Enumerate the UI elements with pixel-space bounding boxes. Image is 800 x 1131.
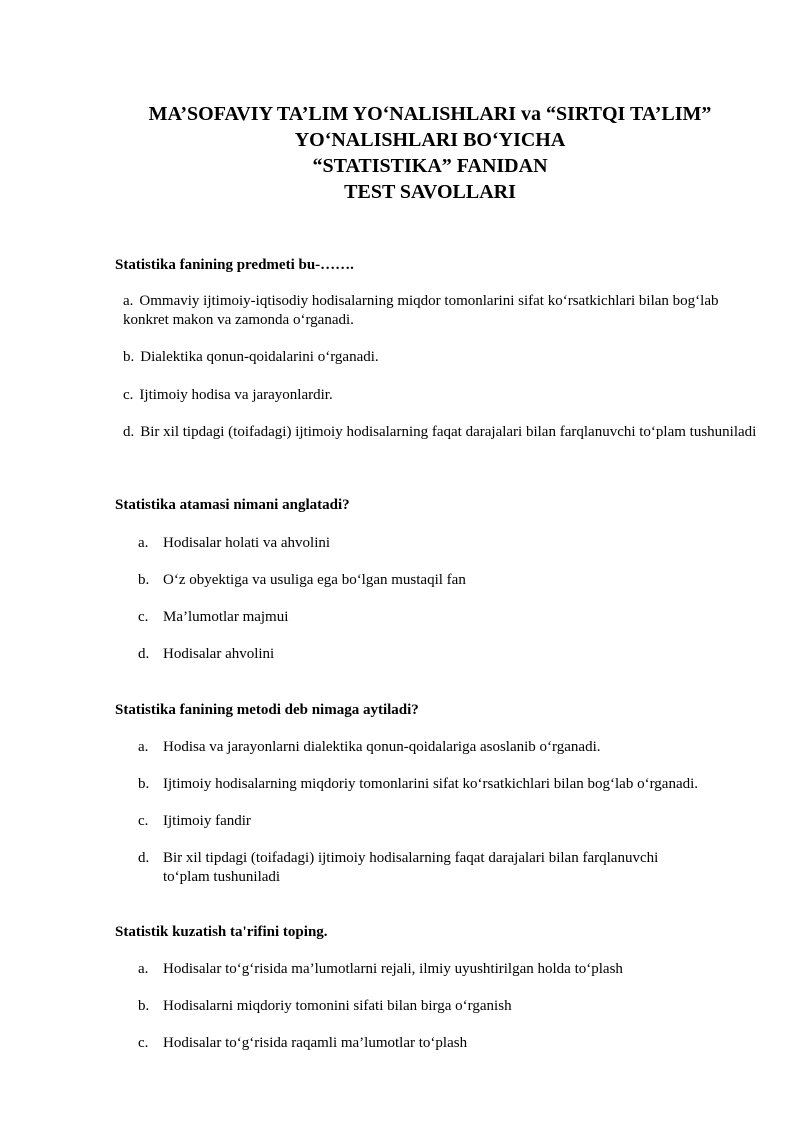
option-text: Ma’lumotlar majmui xyxy=(163,609,289,625)
option-text: Dialektika qonun-qoidalarini o‘rganadi. xyxy=(140,349,379,365)
option-text: Hodisalar holati va ahvolini xyxy=(163,535,331,551)
option-letter: a. xyxy=(138,739,149,755)
option-letter: c. xyxy=(138,1035,149,1051)
option-text: Hodisalar ahvolini xyxy=(163,646,275,662)
option-letter: b. xyxy=(123,349,135,365)
question-2-option-c xyxy=(138,608,768,627)
question-1-option-a xyxy=(123,292,763,330)
question-3-option-b xyxy=(138,775,768,794)
option-text: Ijtimoiy hodisalarning miqdoriy tomonlarini sifat ko‘rsatkichlari bilan bog‘lab o‘rganadi. xyxy=(163,776,699,792)
option-text: Bir xil tipdagi (toifadagi) ijtimoiy hodisalarning faqat darajalari bilan farqlanuvchi to‘plam tushuniladi xyxy=(140,424,757,440)
option-text: Hodisalar to‘g‘risida raqamli ma’lumotlar to‘plash xyxy=(163,1035,468,1051)
question-4-option-c xyxy=(138,1034,768,1053)
option-letter: a. xyxy=(123,293,134,309)
question-3-text: Statistika fanining metodi deb nimaga aytiladi? xyxy=(115,702,419,718)
option-text: Ijtimoiy hodisa va jarayonlardir. xyxy=(139,387,333,403)
question-2-option-a xyxy=(138,534,768,553)
option-letter: b. xyxy=(138,776,150,792)
question-2-text: Statistika atamasi nimani anglatadi? xyxy=(115,497,350,513)
title-line-1: MA’SOFAVIY TA’LIM YO‘NALISHLARI va “SIRTQI TA’LIM” xyxy=(148,103,712,125)
option-letter: b. xyxy=(138,998,150,1014)
question-3-option-d xyxy=(138,849,698,887)
question-1-text: Statistika fanining predmeti bu-……. xyxy=(115,257,354,273)
option-text: Ijtimoiy fandir xyxy=(163,813,251,829)
title-line-3: “STATISTIKA” FANIDAN xyxy=(312,155,548,177)
option-letter: c. xyxy=(138,813,149,829)
option-letter: d. xyxy=(138,646,150,662)
question-2-option-b xyxy=(138,571,768,590)
option-letter: a. xyxy=(138,961,149,977)
question-2-option-d xyxy=(138,645,768,664)
option-letter: d. xyxy=(138,850,150,866)
option-letter: c. xyxy=(123,387,134,403)
title-line-2: YO‘NALISHLARI BO‘YICHA xyxy=(294,129,566,151)
title-line-4: TEST SAVOLLARI xyxy=(344,181,516,203)
question-4-text: Statistik kuzatish ta'rifini toping. xyxy=(115,924,328,940)
question-4-option-b xyxy=(138,997,768,1016)
option-text: Hodisa va jarayonlarni dialektika qonun-qoidalariga asoslanib o‘rganadi. xyxy=(163,739,601,755)
document-title xyxy=(0,101,800,205)
option-text: Bir xil tipdagi (toifadagi) ijtimoiy hodisalarning faqat darajalari bilan farqlanuvchi to‘plam tushuniladi xyxy=(163,850,659,885)
question-1-option-c xyxy=(123,386,763,405)
question-1-option-d xyxy=(123,423,763,442)
option-letter: c. xyxy=(138,609,149,625)
option-text: Ommaviy ijtimoiy-iqtisodiy hodisalarning miqdor tomonlarini sifat ko‘rsatkichlari bilan bog‘lab konkret makon va zamonda o‘rganadi. xyxy=(123,293,719,328)
question-3-option-a xyxy=(138,738,768,757)
option-text: O‘z obyektiga va usuliga ega bo‘lgan mustaqil fan xyxy=(163,572,466,588)
option-text: Hodisalarni miqdoriy tomonini sifati bilan birga o‘rganish xyxy=(163,998,512,1014)
option-letter: b. xyxy=(138,572,150,588)
option-letter: d. xyxy=(123,424,135,440)
question-1-option-b xyxy=(123,348,763,367)
option-text: Hodisalar to‘g‘risida ma’lumotlarni rejali, ilmiy uyushtirilgan holda to‘plash xyxy=(163,961,623,977)
question-4-option-a xyxy=(138,960,768,979)
question-3-option-c xyxy=(138,812,768,831)
option-letter: a. xyxy=(138,535,149,551)
